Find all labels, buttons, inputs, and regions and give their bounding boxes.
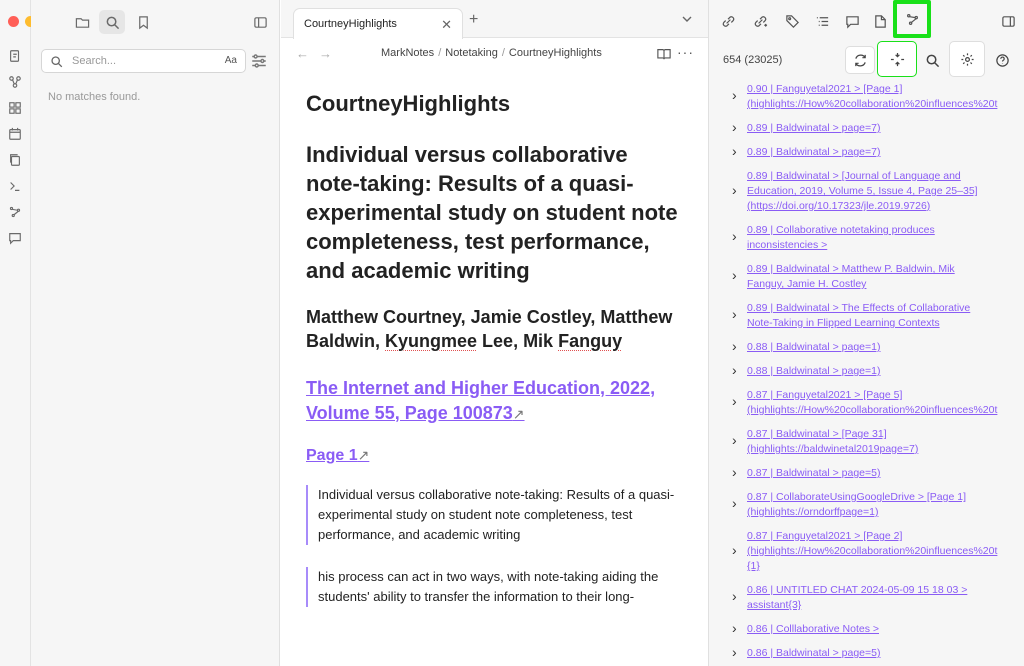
result-item[interactable] xyxy=(729,583,1024,613)
result-item[interactable] xyxy=(729,301,1024,331)
chevron-right-icon[interactable]: › xyxy=(732,267,737,283)
page-title: CourtneyHighlights xyxy=(306,91,511,116)
ribbon xyxy=(0,0,31,666)
page-link[interactable] xyxy=(306,447,686,465)
result-link[interactable]: (highlights://baldwinetal2019page=7) xyxy=(747,443,919,455)
chevron-right-icon[interactable]: › xyxy=(732,181,737,198)
search-icon xyxy=(925,53,940,68)
chevron-right-icon[interactable]: › xyxy=(732,432,737,448)
search-icon[interactable] xyxy=(99,10,125,34)
result-link[interactable]: (highlights://How%20collaboration%20influences%20t xyxy=(747,545,998,557)
result-link[interactable]: 0.89 | Baldwinatal > The Effects of Collaborative xyxy=(747,302,971,314)
result-item[interactable] xyxy=(729,619,1024,637)
help-button[interactable] xyxy=(987,46,1017,74)
collapse-sidebar-icon[interactable] xyxy=(247,10,273,34)
result-link[interactable]: 0.87 | Baldwinatal > [Page 31] xyxy=(747,428,887,440)
result-link[interactable]: 0.87 | Baldwinatal > page=5) xyxy=(747,467,881,479)
chevron-right-icon[interactable]: › xyxy=(732,228,737,244)
plugin-icon[interactable] xyxy=(6,203,24,221)
result-link[interactable]: 0.86 | UNTITLED CHAT 2024-05-09 15 18 03 > xyxy=(747,584,968,596)
result-item[interactable] xyxy=(729,643,1024,661)
result-item[interactable] xyxy=(729,82,1024,112)
result-link[interactable]: 0.87 | CollaborateUsingGoogleDrive > [Page 1] xyxy=(747,491,966,503)
external-link-icon: ↗ xyxy=(357,446,370,463)
result-item[interactable] xyxy=(729,463,1024,481)
toggle-right-sidebar-icon[interactable] xyxy=(995,8,1021,34)
settings-button[interactable] xyxy=(949,41,985,77)
chevron-right-icon[interactable]: › xyxy=(732,643,737,660)
result-link[interactable]: 0.89 | Baldwinatal > [Journal of Language and xyxy=(747,170,961,182)
file-explorer-icon[interactable] xyxy=(69,10,95,34)
right-sidebar xyxy=(708,0,1024,666)
blockquote: his process can act in two ways, with note-taking aiding the students' ability to transfer the information to their long- xyxy=(306,567,686,607)
result-link[interactable]: 0.87 | Fanguyetal2021 > [Page 2] xyxy=(747,530,903,542)
chevron-right-icon[interactable]: › xyxy=(732,87,737,103)
result-link[interactable]: (highlights://How%20collaboration%20influences%20t xyxy=(747,98,998,110)
chevron-right-icon[interactable]: › xyxy=(732,337,737,354)
daily-note-icon[interactable] xyxy=(6,125,24,143)
tab-bar xyxy=(281,0,708,38)
forward-arrow-icon[interactable]: → xyxy=(319,46,332,61)
graph-view-icon[interactable] xyxy=(6,73,24,91)
chevron-right-icon[interactable]: › xyxy=(732,541,737,558)
chevron-right-icon[interactable]: › xyxy=(732,118,737,135)
page-link-text: Page 1 xyxy=(306,446,358,464)
search-input[interactable] xyxy=(72,52,212,70)
chevron-right-icon[interactable]: › xyxy=(732,361,737,378)
more-options-icon[interactable]: ··· xyxy=(677,44,694,60)
document-content xyxy=(306,90,686,629)
tab-courtneyhighlights[interactable] xyxy=(293,8,463,39)
result-link[interactable]: 0.89 | Baldwinatal > page=7) xyxy=(747,146,881,158)
result-item[interactable] xyxy=(729,337,1024,355)
result-item[interactable] xyxy=(729,427,1024,457)
search-box xyxy=(41,49,246,73)
back-arrow-icon[interactable]: ← xyxy=(296,46,309,61)
result-link[interactable]: assistant{3} xyxy=(747,599,802,611)
chat-icon[interactable] xyxy=(6,229,24,247)
backlinks-icon[interactable] xyxy=(715,8,741,34)
authors-text: Kyungmee xyxy=(385,330,478,351)
chevron-right-icon[interactable]: › xyxy=(732,142,737,159)
refresh-icon xyxy=(853,53,868,68)
gear-icon xyxy=(960,52,975,67)
result-link[interactable]: Note-Taking in Flipped Learning Contexts xyxy=(747,317,940,329)
result-link[interactable]: Education, 2019, Volume 5, Issue 4, Page 25–35] xyxy=(747,185,978,197)
chevron-down-icon[interactable] xyxy=(681,13,693,25)
result-link[interactable]: 0.88 | Baldwinatal > page=1) xyxy=(747,365,881,377)
close-icon[interactable]: ✕ xyxy=(441,17,452,32)
editor-pane xyxy=(281,0,708,666)
journal-link-text: The Internet and Higher Education, 2022, Volume 55, Page 100873 xyxy=(306,377,656,423)
result-item[interactable] xyxy=(729,361,1024,379)
breadcrumb-item[interactable]: MarkNotes xyxy=(381,47,435,59)
chevron-right-icon[interactable]: › xyxy=(732,306,737,322)
outline-icon[interactable] xyxy=(809,8,835,34)
smart-connections-icon[interactable] xyxy=(893,0,931,38)
result-item[interactable] xyxy=(729,169,1024,214)
authors xyxy=(306,305,686,353)
no-matches-text: No matches found. xyxy=(48,91,141,103)
chevron-right-icon[interactable]: › xyxy=(732,619,737,636)
authors-text: Lee, Mik xyxy=(477,330,559,351)
outgoing-links-icon[interactable] xyxy=(747,8,773,34)
left-sidebar xyxy=(31,0,280,666)
result-item[interactable] xyxy=(729,118,1024,136)
results-list xyxy=(729,82,1024,666)
open-quick-switcher-icon[interactable] xyxy=(6,47,24,65)
result-link[interactable]: (highlights://How%20collaboration%20influences%20t xyxy=(747,404,998,416)
result-item[interactable] xyxy=(729,490,1024,520)
result-count: 654 (23025) xyxy=(723,54,783,66)
templates-icon[interactable] xyxy=(6,151,24,169)
nav-bar xyxy=(281,38,708,70)
result-link[interactable]: 0.89 | Collaborative notetaking produces xyxy=(747,224,935,236)
chevron-right-icon[interactable]: › xyxy=(732,393,737,409)
result-link[interactable]: inconsistencies > xyxy=(747,239,828,251)
breadcrumb-item[interactable]: Notetaking xyxy=(445,47,498,59)
result-link[interactable]: 0.87 | Fanguyetal2021 > [Page 5] xyxy=(747,389,903,401)
result-item[interactable] xyxy=(729,262,1024,292)
chevron-right-icon[interactable]: › xyxy=(732,588,737,604)
result-link[interactable]: 0.88 | Baldwinatal > page=1) xyxy=(747,341,881,353)
close-window-button[interactable] xyxy=(8,16,19,27)
breadcrumb-item: CourtneyHighlights xyxy=(508,47,602,59)
document-heading: Individual versus collaborative note-taking: Results of a quasi-experimental study on student note completeness, test performance, and academic writing xyxy=(306,141,678,283)
fold-unfold-icon xyxy=(890,52,905,67)
command-palette-icon[interactable] xyxy=(6,177,24,195)
result-link[interactable]: {1} xyxy=(747,560,760,572)
breadcrumb: MarkNotes / Notetaking / CourtneyHighlights xyxy=(381,47,602,59)
tags-icon[interactable] xyxy=(779,8,805,34)
result-link[interactable]: 0.89 | Baldwinatal > page=7) xyxy=(747,122,881,134)
result-item[interactable] xyxy=(729,142,1024,160)
fold-toggle-button[interactable] xyxy=(877,41,917,77)
chevron-right-icon[interactable]: › xyxy=(732,495,737,511)
result-link[interactable]: 0.86 | Baldwinatal > page=5) xyxy=(747,647,881,659)
reading-view-icon[interactable] xyxy=(657,47,671,61)
result-item[interactable] xyxy=(729,529,1024,574)
journal-link[interactable] xyxy=(306,376,686,427)
chevron-right-icon[interactable]: › xyxy=(732,463,737,480)
authors-text: Matthew Courtney, Jamie Costley, Matthew Baldwin, xyxy=(306,306,673,351)
result-link[interactable]: (https://doi.org/10.17323/jle.2019.9726) xyxy=(747,200,931,212)
result-item[interactable] xyxy=(729,223,1024,253)
refresh-button[interactable] xyxy=(845,46,875,74)
result-link[interactable]: 0.86 | Colllaborative Notes > xyxy=(747,623,880,635)
help-icon xyxy=(995,53,1010,68)
tab-title: CourtneyHighlights xyxy=(304,18,397,30)
result-link[interactable]: (highlights://orndorffpage=1) xyxy=(747,506,879,518)
result-link[interactable]: 0.89 | Baldwinatal > Matthew P. Baldwin, Mik xyxy=(747,263,955,275)
comments-icon[interactable] xyxy=(839,8,865,34)
result-link[interactable]: Fanguy, Jamie H. Costley xyxy=(747,278,867,290)
authors-text: Fanguy xyxy=(558,330,623,351)
blockquote: Individual versus collaborative note-taking: Results of a quasi-experimental study on student note completeness, test performance, and academic writing xyxy=(306,485,686,545)
search-settings-icon[interactable] xyxy=(250,52,268,70)
search-button[interactable] xyxy=(917,46,947,74)
bookmarks-icon[interactable] xyxy=(130,10,156,34)
search-icon xyxy=(50,55,63,68)
external-link-icon: ↗ xyxy=(512,405,525,422)
result-item[interactable] xyxy=(729,388,1024,418)
canvas-icon[interactable] xyxy=(6,99,24,117)
result-link[interactable]: 0.90 | Fanguyetal2021 > [Page 1] xyxy=(747,83,903,95)
new-tab-icon[interactable]: + xyxy=(469,11,479,28)
match-case-button[interactable]: Aa xyxy=(224,55,237,66)
file-properties-icon[interactable] xyxy=(867,8,893,34)
